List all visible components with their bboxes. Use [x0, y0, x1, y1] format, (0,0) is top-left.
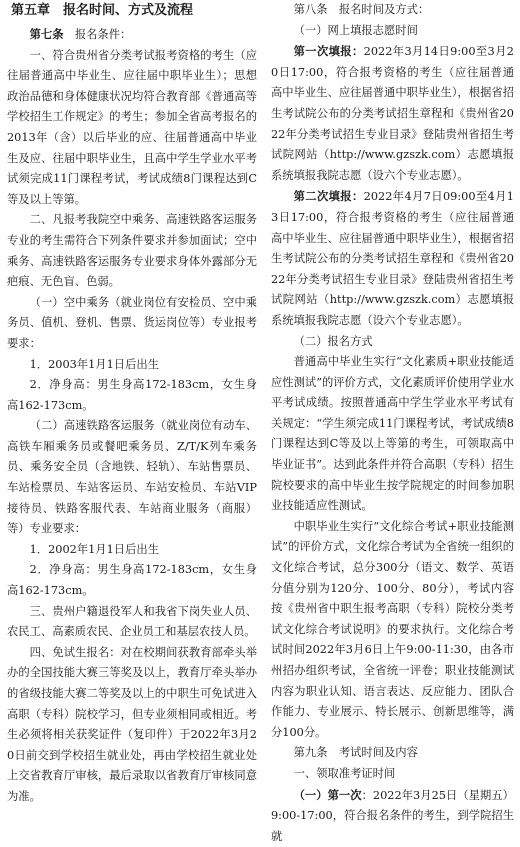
- paragraph-high-school-graduates: 普通高中毕业生实行“文化素质+职业技能适应性测试”的评价方式，文化素质评价使用学业水平考试成绩。按照普通高中学生学业水平考试有关规定：“学生须完成11门课程考试，考试成绩8门课程达到C等及以上等第的考生，可领取高中毕业证书”。达到此条件并符合高职（专科）招生院校要求的高中毕业生按学院规定的时间参加职业技能适应性测试。: [271, 355, 514, 513]
- paragraph-vocational-graduates: 中职毕业生实行“文化综合考试+职业技能测试”的评价方式，文化综合考试为全省统一组织的文化综合考试，总分300分（语文、数学、英语分值分别为120分、100分、80分），考试内容按《贵州省中职生报考高职（专科）院校分类考试文化综合考试说明》的要求执行。文化综合考试时间2022年3月6日上午9:00-11:30，由各市州招办组织考试，全省统一评卷；职业技能测试内容为职业认知、语言表达、反应能力、团队合作能力、专业展示、特长展示、创新思维等，满分100分。: [271, 519, 514, 739]
- section-admission-ticket: 一、领取准考证时间: [293, 766, 396, 780]
- first-application-text: 2022年3月14日9:00至3月20日17:00，符合报考资格的考生（应往届普通高中毕业生、应往届普通中职毕业生），根据省招生考试院公布的分类考试招生章程和《贵州省2022年分类考试招生专业目录》登陆贵州省招生考试院网站（http://www.gzszk.com）志愿填报系统填报我院志愿（设六个专业志愿）。: [271, 45, 514, 182]
- paragraph-condition-1: 一、符合贵州省分类考试报考资格的考生（应往届普通高中毕业生、应往届中职毕业生）；思想政治品德和身体健康状况均符合教育部《普通高等学校招生工作规定》的考生；参加全省高考报名的2013年（含）以后毕业的应、往届普通高中毕业生及应、往届中职毕业生，且高中学生学业水平考试须完成11门课程考试，考试成绩8门课程达到C等及以上等第。: [7, 48, 257, 206]
- paragraph-rail-height: 2．净身高：男生身高172-183cm，女生身高162-173cm。: [7, 563, 257, 598]
- paragraph-flight-attendant: （一）空中乘务（就业岗位有安检员、空中乘务员、值机、登机、售票、货运岗位等）专业报考要求：: [7, 295, 257, 350]
- right-column: [271, 0, 514, 847]
- article-7-lead: 报名条件：: [74, 28, 132, 41]
- second-application-label: 第二次填报：: [293, 189, 364, 204]
- second-application-text: 2022年4月7日09:00至4月13日17:00，符合报考资格的考生（应往届普通高中毕业生、应往届普通中职毕业生），根据省招生考试院公布的分类考试招生章程和《贵州省2022年分类考试招生专业目录》登陆贵州省招生考试院网站（http://www.gzszk.com）志愿填报系统填报我院志愿（设六个专业志愿）。: [271, 190, 514, 327]
- article-8-title: 第八条: [293, 3, 328, 16]
- chapter-title: 第五章 报名时间、方式及流程: [11, 3, 194, 18]
- left-column: [7, 0, 257, 808]
- paragraph-condition-2: 二、凡报考我院空中乘务、高速铁路客运服务专业的考生需符合下列条件要求并参加面试；空中乘务、高速铁路客运服务专业要求身体外露部分无疤痕、无色盲、色弱。: [7, 213, 257, 289]
- paragraph-condition-3: 三、贵州户籍退役军人和我省下岗失业人员、农民工、高素质农民、企业员工和基层农技人员。: [7, 604, 257, 639]
- paragraph-first-ticket: [271, 785, 514, 847]
- first-ticket-label: （一）第一次: [293, 787, 362, 802]
- paragraph-flight-height: 2．净身高：男生身高172-183cm，女生身高162-173cm。: [7, 378, 257, 412]
- paragraph-rail-birth: 1．2002年1月1日后出生: [29, 542, 159, 556]
- paragraph-rail-service: （二）高速铁路客运服务（就业岗位有动车、高铁车厢乘务员或餐吧乘务员、Z/T/K列车乘务员、乘务安全员（含地铁、轻轨）、车站售票员、车站检票员、车站客运员、车站安检员、车站VIP接待员、铁路客服代表、车站商业服务（商服）等）专业要求：: [7, 419, 257, 536]
- article-7-title: 第七条: [29, 27, 64, 41]
- article-9-title: 第九条: [293, 746, 328, 760]
- paragraph-flight-birth: 1．2003年1月1日后出生: [29, 357, 159, 371]
- article-9-lead: 考试时间及内容: [338, 746, 418, 760]
- article-7-heading: [7, 24, 257, 46]
- section-application-method: （二）报名方式: [293, 334, 373, 348]
- first-ticket-text: ：2022年3月25日（星期五）9:00-17:00，符合报名条件的考生，到学院招生就: [271, 788, 514, 843]
- article-9-heading: [271, 743, 514, 764]
- section-online-application: （一）网上填报志愿时间: [293, 23, 418, 37]
- paragraph-first-application: [271, 41, 514, 186]
- first-application-label: 第一次填报：: [293, 44, 364, 59]
- article-8-heading: [271, 0, 514, 21]
- paragraph-second-application: [271, 186, 514, 331]
- article-8-lead: 报名时间及方式：: [338, 3, 430, 16]
- paragraph-condition-4: 四、免试生报名：对在校期间获教育部牵头举办的全国技能大赛三等奖及以上，教育厅牵头举办的省级技能大赛二等奖及以上的中职生可免试进入高职（专科）院校学习，但专业须相同或相近。考生必须将相关获奖证件（复印件）于2022年3月20日前交到学校招生就业处，再由学校招生就业处上交省教育厅审核，最后录取以省教育厅审核同意为准。: [7, 645, 257, 803]
